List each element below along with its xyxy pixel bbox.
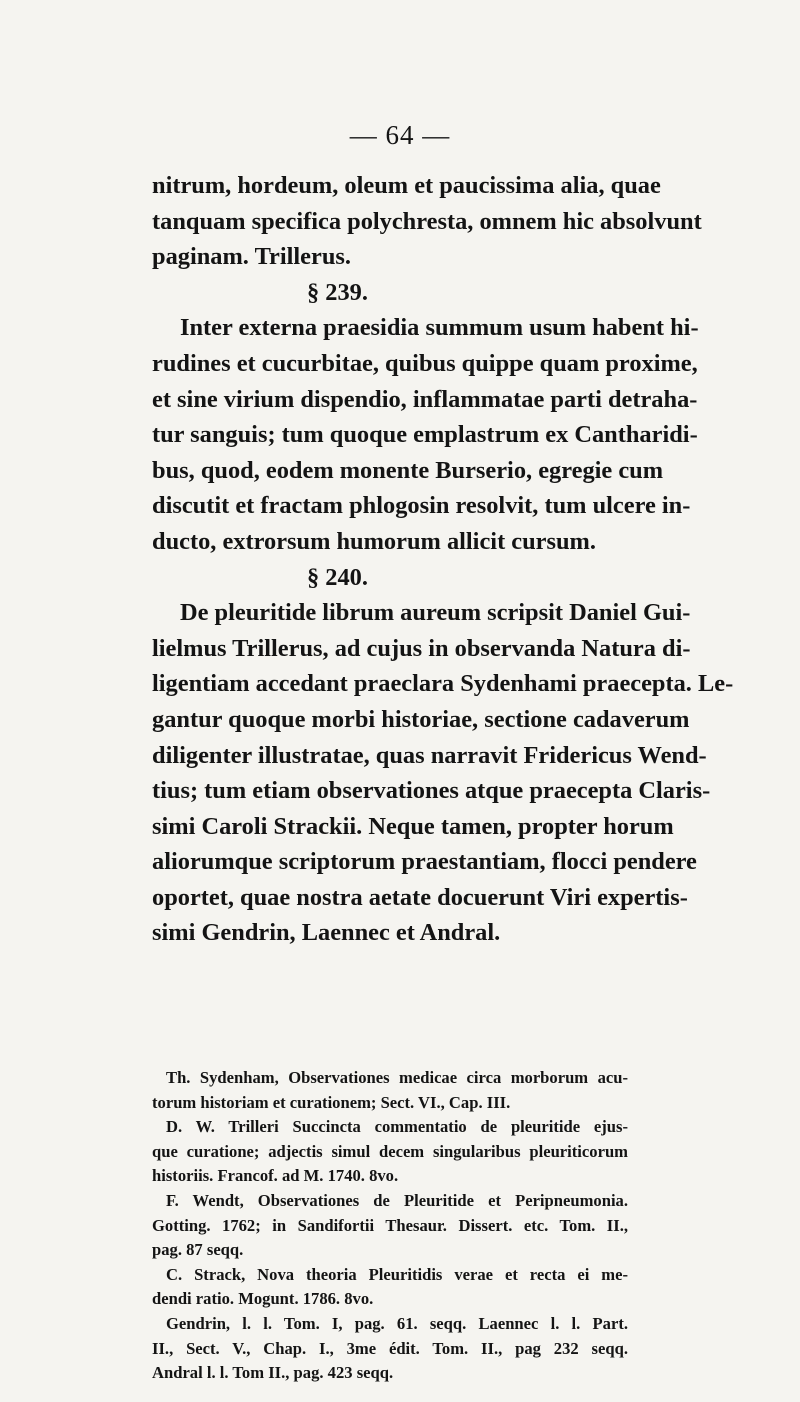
text-line: diligenter illustratae, quas narravit Fridericus Wend- — [152, 741, 707, 769]
main-text — [152, 168, 734, 951]
text-line: De pleuritide librum aureum scripsit Daniel Gui- — [180, 599, 691, 627]
text-line: oportet, quae nostra aetate docuerunt Viri expertis- — [152, 883, 688, 911]
text-line: ligentiam accedant praeclara Sydenhami praecepta. Le- — [152, 670, 734, 698]
text-line: Inter externa praesidia summum usum habent hi- — [180, 314, 699, 342]
text-line: tanquam specifica polychresta, omnem hic absolvunt — [152, 207, 702, 235]
text-line: gantur quoque morbi historiae, sectione cadaverum — [152, 705, 690, 733]
text-line: simi Caroli Strackii. Neque tamen, propter horum — [152, 812, 674, 840]
section-heading-239: § 239. — [307, 278, 368, 306]
reference-line: Th. Sydenham, Observationes medicae circa morborum acu- — [166, 1068, 628, 1087]
text-line: discutit et fractam phlogosin resolvit, tum ulcere in- — [152, 492, 691, 520]
section-heading-240: § 240. — [307, 563, 368, 591]
page-number: — 64 — — [349, 120, 451, 150]
reference-line: D. W. Trilleri Succincta commentatio de pleuritide ejus- — [166, 1117, 628, 1137]
reference-line: pag. 87 seqq. — [152, 1240, 244, 1260]
text-line: tius; tum etiam observationes atque praecepta Claris- — [152, 777, 711, 805]
text-line: nitrum, hordeum, oleum et paucissima alia, quae — [152, 172, 661, 199]
reference-line: dendi ratio. Mogunt. 1786. 8vo. — [152, 1289, 374, 1309]
text-line: aliorumque scriptorum praestantiam, flocci pendere — [152, 848, 697, 876]
reference-line: historiis. Francof. ad M. 1740. 8vo. — [152, 1166, 399, 1186]
text-line: tur sanguis; tum quoque emplastrum ex Cantharidi- — [152, 421, 698, 449]
reference-line: Gendrin, l. l. Tom. I, pag. 61. seqq. Laennec l. l. Part. — [166, 1313, 628, 1333]
text-line: et sine virium dispendio, inflammatae parti detraha- — [152, 385, 698, 413]
reference-line: C. Strack, Nova theoria Pleuritidis verae et recta ei me- — [166, 1264, 628, 1284]
reference-line: torum historiam et curationem; Sect. VI., Cap. III. — [152, 1092, 511, 1112]
reference-line: Andral l. l. Tom II., pag. 423 seqq. — [152, 1363, 394, 1383]
text-line: rudines et cucurbitae, quibus quippe quam proxime, — [152, 349, 698, 377]
reference-line: Gotting. 1762; in Sandifortii Thesaur. Dissert. etc. Tom. II., — [152, 1215, 628, 1235]
reference-line: que curatione; adjectis simul decem singularibus pleuriticorum — [152, 1141, 628, 1161]
text-line: bus, quod, eodem monente Burserio, egregie cum — [152, 456, 664, 484]
reference-line: F. Wendt, Observationes de Pleuritide et Peripneumonia. — [166, 1190, 628, 1210]
reference-line: II., Sect. V., Chap. I., 3me édit. Tom. II., pag 232 seqq. — [152, 1338, 628, 1358]
text-line: paginam. Trillerus. — [152, 243, 351, 271]
text-line: ducto, extrorsum humorum allicit cursum. — [152, 527, 596, 555]
text-line: lielmus Trillerus, ad cujus in observanda Natura di- — [152, 634, 691, 662]
text-line: simi Gendrin, Laennec et Andral. — [152, 919, 501, 947]
references — [152, 1066, 628, 1386]
